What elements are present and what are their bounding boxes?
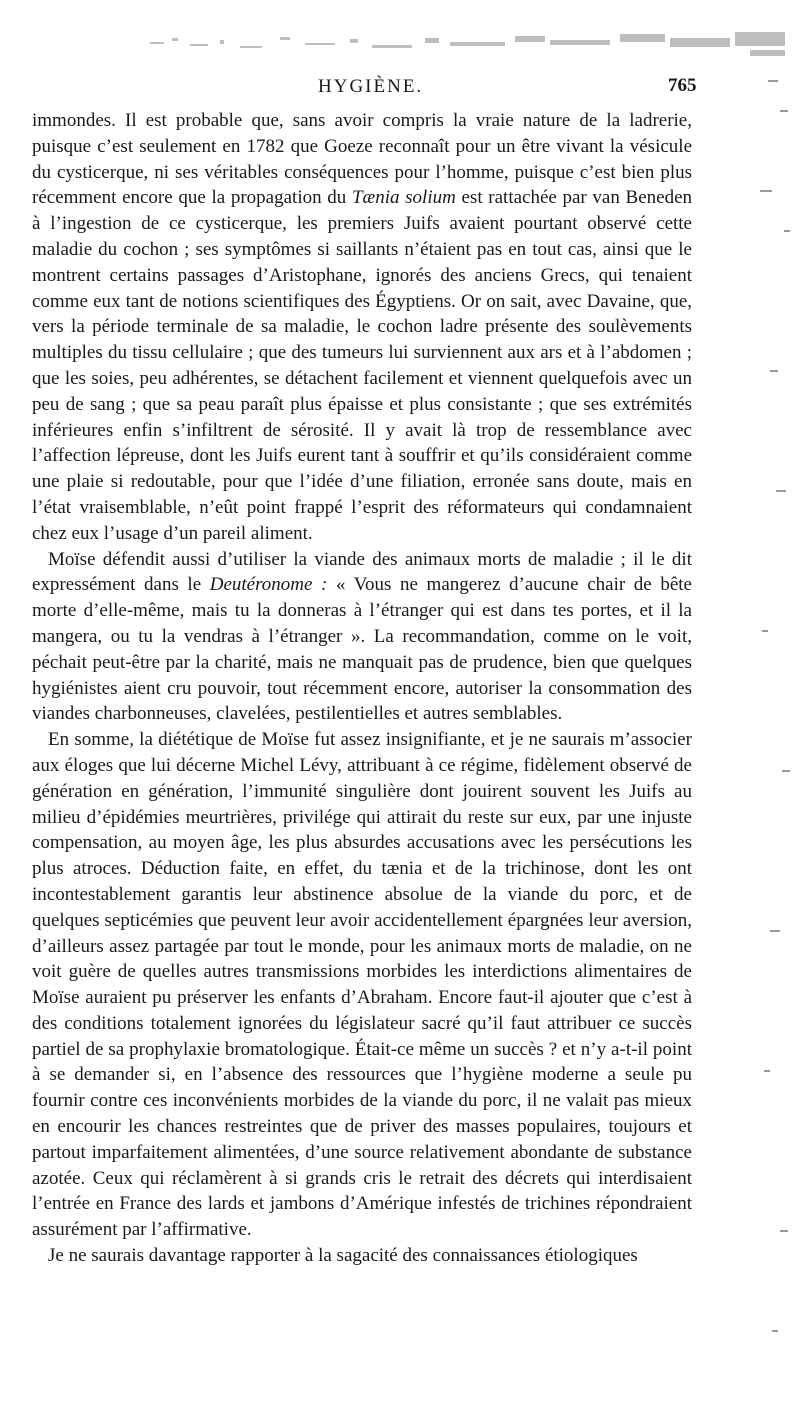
scan-noise-band: [150, 28, 790, 62]
italic-text: Tænia solium: [351, 187, 456, 209]
text-segment: est rattachée par van Beneden à l’ingestion de ce cysticerque, les premiers Juifs avaient pourtant observé cette maladie du cochon ; ses symptômes si saillants n’étaient pas en tout cas, ainsi que le montrent certains passages d’Aristophane, ignorés des anciens Grecs, qui tenaient comme eux tant de notions scientifiques des Égyptiens. Or on sait, avec Davaine, que, vers la période terminale de sa maladie, le cochon ladre présente des soulèvements multiples du tissu cellulaire ; que des tumeurs lui surviennent aux ars et à l’abdomen ; que les soies, peu adhérentes, se détachent facilement et viennent quelquefois avec un peu de sang ; que sa peau paraît plus épaisse et plus consistante ; que ses extrémités inférieures enfin s’infiltrent de sérosité. Il y avait là trop de ressemblance avec l’affection lépreuse, dont les Juifs eurent tant à souffrir et qu’ils considéraient comme une plaie si redoutable, pour que l’idée d’une filiation, erronée sans doute, mais en l’état vraisemblable, n’eût point frappé l’esprit des réformateurs qui condamnaient chez eux l’usage d’un pareil aliment.: [32, 187, 693, 544]
running-title: HYGIÈNE.: [318, 76, 424, 97]
paragraph: [32, 727, 692, 1243]
text-segment: immondes. Il est probable que, sans avoir compris la vraie nature de la ladrerie, puisque c’est seulement en 1782 que Goeze reconnaît pour un être vivant la vésicule du cysticerque, ni ses véritables conséquences pour l’homme, puisque c’est bien plus récemment encore que la propagation du: [32, 110, 692, 209]
paragraph: [32, 108, 692, 547]
paragraph: [32, 1243, 692, 1269]
page-number: 765: [668, 75, 697, 96]
body-text: [32, 108, 692, 1269]
italic-text: Deutéronome :: [209, 574, 328, 596]
text-segment: Je ne saurais davantage rapporter à la sagacité des connaissances étiologiques: [48, 1245, 638, 1267]
text-segment: Moïse défendit aussi d’utiliser la viande des animaux morts de maladie ; il le dit expressément dans le: [32, 548, 692, 596]
page-header: [0, 72, 800, 102]
text-segment: En somme, la diététique de Moïse fut assez insignifiante, et je ne saurais m’associer aux éloges que lui décerne Michel Lévy, attribuant à ce régime, fidèlement observé de génération en génération, l’immunité singulière dont jouirent souvent les Juifs au milieu d’épidémies meurtrières, privilége qui attirait du reste sur eux, par une injuste compensation, au moyen âge, les plus absurdes accusations avec les persécutions les plus atroces. Déduction faite, en effet, du tænia et de la trichinose, dont les ont incontestablement garantis leur abstinence absolue de la viande du porc, et de quelques septicémies que peuvent leur avoir accidentellement épargnées leur aversion, d’ailleurs assez partagée par tout le monde, pour les animaux morts de maladie, on ne voit guère de quelles autres transmissions morbides les interdictions alimentaires de Moïse auraient pu préserver les enfants d’Abraham. Encore faut-il ajouter que c’est à des conditions totalement ignorées du législateur sacré qu’il faut attribuer ce succès partiel de sa prophylaxie bromatologique. Était-ce même un succès ? et n’y a-t-il point à se demander si, en l’absence des ressources que l’hygiène moderne a seule pu fournir contre ces inconvénients morbides de la viande du porc, il ne valait pas mieux en encourir les chances restreintes que de priver des masses populaires, toujours et partout imparfaitement alimentées, d’une source relativement abondante de substance azotée. Ceux qui réclamèrent à si grands cris le retrait des décrets qui interdisaient l’entrée en France des lards et jambons d’Amérique infestés de trichines répondraient assurément par l’affirmative.: [32, 729, 692, 1241]
paragraph: [32, 547, 692, 728]
text-segment: « Vous ne mangerez d’aucune chair de bête morte d’elle-même, mais tu la donneras à l’étranger qui est dans tes portes, et il la mangera, ou tu la vendras à l’étranger ». La recommandation, comme on le voit, péchait peut-être par la charité, mais ne manquait pas de prudence, bien que quelques hygiénistes aient cru pouvoir, tout récemment encore, autoriser la consommation des viandes charbonneuses, clavelées, pestilentielles et autres semblables.: [32, 574, 692, 725]
scan-edge-marks: [740, 70, 800, 1400]
